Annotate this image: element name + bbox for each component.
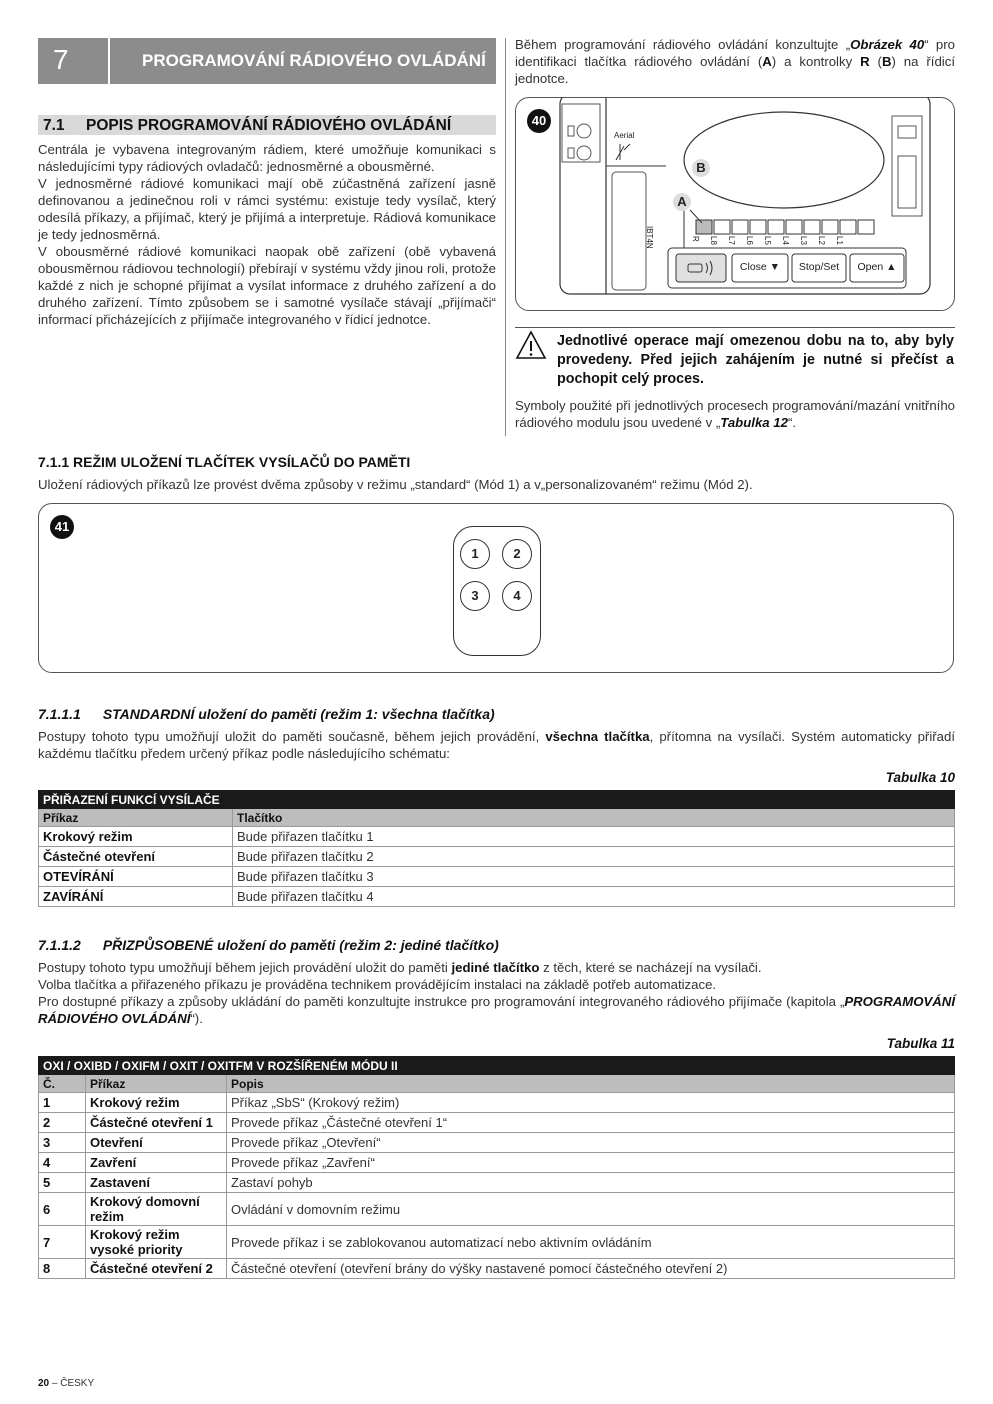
remote-key-4: 4 [502,581,532,611]
table11-header: Popis [227,1075,955,1093]
led-label: L3 [799,236,808,245]
symbols-note [515,397,955,431]
table-row [39,1173,955,1193]
subsection-7111-heading: STANDARDNÍ uložení do paměti (režim 1: všechna tlačítka) [102,706,495,722]
table-cell: 1 [39,1093,86,1113]
aerial-label: Aerial [614,131,635,140]
figure-40-badge: 40 [527,109,551,133]
symbols-note-text: Symboly použité při jednotlivých procesech programování/mazání vnitřního rádiového modulu jsou uvedené v „ [515,398,955,430]
remote-key-1: 1 [460,539,490,569]
text-part: z těch, které se nacházejí na vysílači. [539,960,762,975]
intro-paragraph-3: V obousměrné rádiové komunikaci naopak obě zařízení (obě vybavená obousměrnou rádiovou technologií) přebírají v systému vždy jinou roli, protože každé z nich je schopné přijímat a vysílat informace z druhého zařízení a do druhého zařízení. Tímto způsobem se i samotné vysílače stávají „přijímači“ informací přicházejících z přijímače integrovaného v řídicí jednotce. [38,244,496,327]
table-row [39,1226,955,1259]
table-cell: Částečné otevření [39,847,233,867]
table-row [39,887,955,907]
table-row [39,1153,955,1173]
column-divider [505,38,506,436]
remote-key-2: 2 [502,539,532,569]
led-label: L5 [763,236,772,245]
table-cell: 2 [39,1113,86,1133]
table-cell: Částečné otevření 2 [86,1259,227,1279]
table-10 [38,790,955,907]
table-row [39,1193,955,1226]
table10-header: Příkaz [39,809,233,827]
table-cell: 5 [39,1173,86,1193]
symbols-note-text: “. [787,415,797,430]
subsection-7111-title [38,706,495,722]
section-title: POPIS PROGRAMOVÁNÍ RÁDIOVÉHO OVLÁDÁNÍ [86,117,452,134]
table-row [39,847,955,867]
table-cell: Částečné otevření 1 [86,1113,227,1133]
subsection-711-title: 7.1.1 REŽIM ULOŽENÍ TLAČÍTEK VYSÍLAČŮ DO PAMĚTI [38,454,411,470]
stop-set-button: Stop/Set [798,261,840,273]
table-cell: Zavření [86,1153,227,1173]
intro-text-part: “ pro identifikaci tlačítka rádiového ovládání ( [515,37,955,69]
text-part: , přítomna na vysílači. Systém automaticky přiřadí každému tlačítku předem určený příkaz podle následujícího schématu: [38,729,955,761]
figure-40 [515,97,955,311]
label-a-ref: A [762,54,772,69]
open-button: Open ▲ [857,261,897,273]
text-part: Pro dostupné příkazy a způsoby ukládání do paměti konzultujte instrukce pro programování integrovaného rádiového přijímače (kapitola „ [38,994,845,1009]
warning-text: Jednotlivé operace mají omezenou dobu na to, aby byly provedeny. Před jejich zahájením je nutné si přečíst a pochopit celý proces. [557,333,954,387]
text-part: Postupy tohoto typu umožňují uložit do paměti současně, během jejich provádění, [38,729,546,744]
led-label: L4 [781,236,790,245]
table-cell: 3 [39,1133,86,1153]
table-cell: Provede příkaz „Částečné otevření 1“ [227,1113,955,1133]
close-button: Close ▼ [739,261,781,273]
subsection-7111-number: 7.1.1.1 [38,706,81,722]
led-label: L2 [817,236,826,245]
table11-header: Příkaz [86,1075,227,1093]
table-cell: Bude přiřazen tlačítku 3 [233,867,955,887]
chapter-divider [108,38,110,84]
intro-paragraph-1: Centrála je vybavena integrovaným rádiem, které umožňuje komunikaci s následujícími typy rádiových ovladačů: jednosměrné a obousměrné. [38,142,496,174]
subsection-7112-heading: PŘIZPŮSOBENÉ uložení do paměti (režim 2: jediné tlačítko) [102,937,499,953]
table-cell: Krokový režim [86,1093,227,1113]
table-cell: Příkaz „SbS“ (Krokový režim) [227,1093,955,1113]
text-emphasis: všechna tlačítka [545,729,650,744]
table-row [39,1133,955,1153]
table11-header: Č. [39,1075,86,1093]
led-labels [691,236,876,250]
table-cell: Bude přiřazen tlačítku 4 [233,887,955,907]
subsection-7111-text [38,728,955,762]
table-cell: 4 [39,1153,86,1173]
figure-41 [38,503,954,673]
table-cell: OTEVÍRÁNÍ [39,867,233,887]
remote-control [453,526,541,656]
label-b: B [692,159,710,177]
table-cell: Bude přiřazen tlačítku 1 [233,827,955,847]
chapter-number: 7 [53,44,69,75]
table-cell: 7 [39,1226,86,1259]
table-cell: 6 [39,1193,86,1226]
page-footer [38,1378,94,1389]
led-label: R [691,236,700,242]
figure-41-badge: 41 [50,515,74,539]
led-label: L7 [727,236,736,245]
subsection-711-text: Uložení rádiových příkazů lze provést dvěma způsoby v režimu „standard“ (Mód 1) a v„personalizovaném“ režimu (Mód 2). [38,477,753,492]
table-cell: Krokový režim [39,827,233,847]
figure40-reference: Obrázek 40 [850,37,925,52]
table-cell: Částečné otevření (otevření brány do výšky nastavené pomocí částečného otevření 2) [227,1259,955,1279]
table-cell: Provede příkaz i se zablokovanou automatizací nebo aktivním ovládáním [227,1226,955,1259]
warning-rule [515,327,955,328]
intro-text-part: ) a kontrolky [771,54,861,69]
table-cell: Otevření [86,1133,227,1153]
table-row [39,867,955,887]
chapter-header [38,38,496,84]
table10-caption: PŘIŘAZENÍ FUNKCÍ VYSÍLAČE [39,791,955,809]
table-cell: Zastavení [86,1173,227,1193]
control-board-drawing [516,98,954,310]
figure40-intro [515,36,955,87]
table-cell: Ovládání v domovním režimu [227,1193,955,1226]
table-row [39,827,955,847]
ibt4n-label: IBT4N [645,226,654,249]
led-label: L1 [835,236,844,245]
table-cell: Zastaví pohyb [227,1173,955,1193]
section-number: 7.1 [43,117,65,134]
subsection-7112-title [38,937,499,953]
warning-icon [515,330,547,360]
intro-text [38,141,496,328]
table12-reference: Tabulka 12 [720,415,788,430]
intro-text-part: Během programování rádiového ovládání konzultujte „ [515,37,851,52]
intro-text-part: ( [869,54,882,69]
label-r-ref: R [860,54,870,69]
label-a: A [673,193,691,211]
footer-language: – ČESKY [49,1378,95,1389]
text-emphasis: jediné tlačítko [451,960,540,975]
intro-paragraph-2: V jednosměrné rádiové komunikaci mají obě zúčastněná zařízení jasně definovanou a jedinečnou roli v rámci systému: existuje tedy vysílač, který odesílá příkazy, a přijímač, který je přijímá a interpretuje. Rádiová komunikace je tedy jednosměrná. [38,176,496,242]
subsection-7112-text [38,959,955,1027]
table-cell: ZAVÍRÁNÍ [39,887,233,907]
table10-header: Tlačítko [233,809,955,827]
table-cell: Provede příkaz „Zavření“ [227,1153,955,1173]
text-part: “). [190,1011,203,1026]
chapter-title: PROGRAMOVÁNÍ RÁDIOVÉHO OVLÁDÁNÍ [142,51,486,70]
table-11 [38,1056,955,1279]
table11-caption: OXI / OXIBD / OXIFM / OXIT / OXITFM V ROZŠÍŘENÉM MÓDU II [39,1057,955,1075]
page-number: 20 [38,1378,50,1389]
table-cell: 8 [39,1259,86,1279]
table-row [39,1093,955,1113]
text-part: Postupy tohoto typu umožňují během jejich provádění uložit do paměti [38,960,452,975]
table11-label: Tabulka 11 [886,1036,955,1051]
table-row [39,1113,955,1133]
subsection-7112-number: 7.1.1.2 [38,937,81,953]
table-cell: Krokový režim vysoké priority [86,1226,227,1259]
label-b-ref: B [881,54,892,69]
chapter-reference: PROGRAMOVÁNÍ RÁDIOVÉHO OVLÁDÁNÍ [38,994,955,1026]
section-header [38,115,496,135]
text-part: Volba tlačítka a přiřazeného příkazu je prováděna technikem provádějícím instalaci na základě potřeb automatizace. [38,977,717,992]
remote-key-3: 3 [460,581,490,611]
table-cell: Provede příkaz „Otevření“ [227,1133,955,1153]
table-cell: Bude přiřazen tlačítku 2 [233,847,955,867]
led-label: L6 [745,236,754,245]
led-label: L8 [709,236,718,245]
table-cell: Krokový domovní režim [86,1193,227,1226]
table10-label: Tabulka 10 [885,770,955,785]
intro-text-part: ) na řídicí jednotce. [515,54,955,86]
table-row [39,1259,955,1279]
